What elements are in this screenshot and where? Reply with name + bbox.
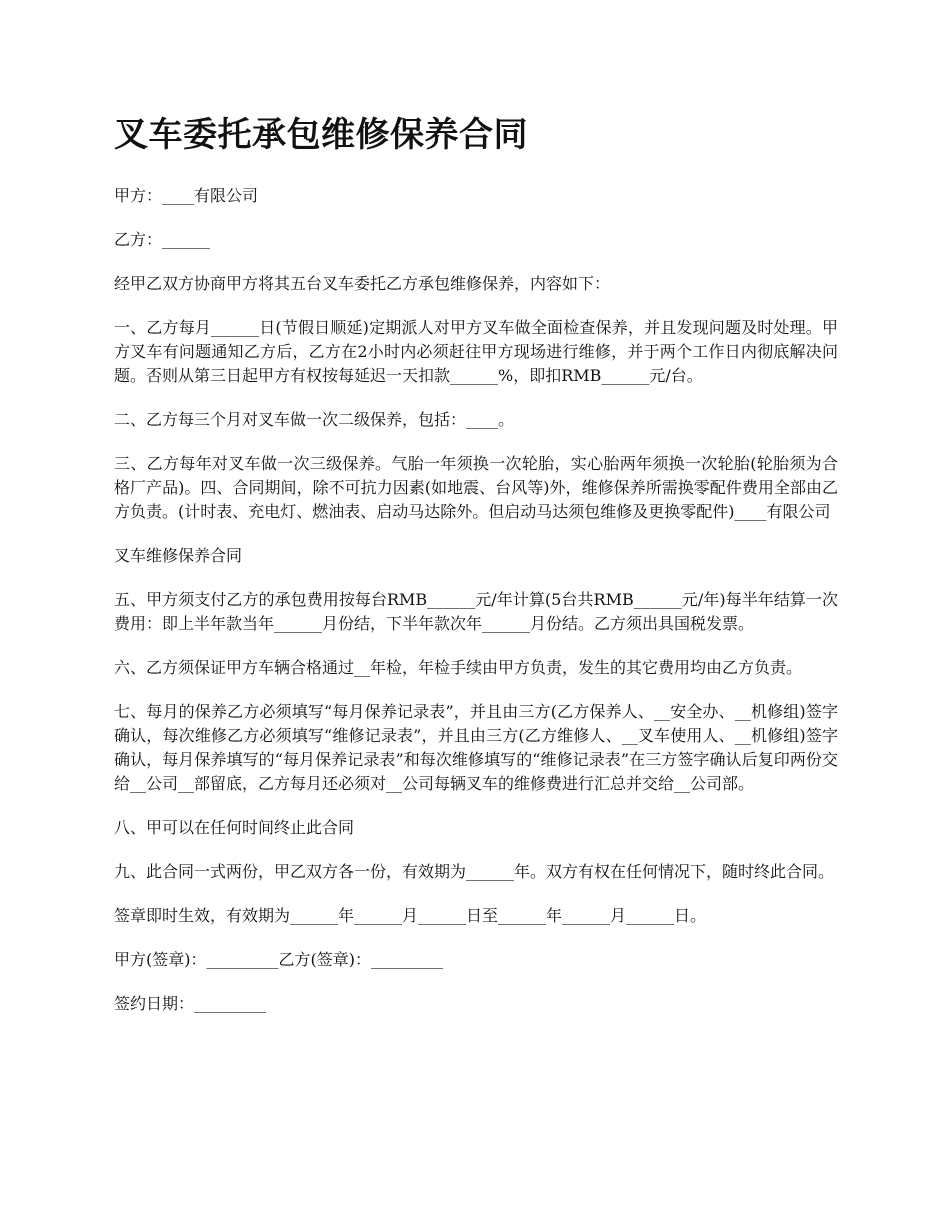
signature-line: 甲方(签章)：_________乙方(签章)：_________ xyxy=(114,950,443,969)
clause-1: 一、乙方每月______日(节假日顺延)定期派人对甲方叉车做全面检查保养，并且发现问题及时处理。甲方叉车有问题通知乙方后，乙方在2小时内必须赶往甲方现场进行维修，并于两个工作日内彻底解决问题。否则从第三日起甲方有权按每延迟一天扣款______%，即扣RMB______元/台。 xyxy=(114,318,838,385)
clause-8: 八、甲可以在任何时间终止此合同 xyxy=(114,818,355,837)
party-a-line: 甲方：____有限公司 xyxy=(114,186,259,205)
clause-3-4: 三、乙方每年对叉车做一次三级保养。气胎一年须换一次轮胎，实心胎两年须换一次轮胎(轮胎须为合格厂产品)。四、合同期间，除不可抗力因素(如地震、台风等)外，维修保养所需换零配件费用全部由乙方负责。(计时表、充电灯、燃油表、启动马达除外。但启动马达须包维修及更换零配件)____有限公司 xyxy=(114,454,838,521)
section-heading: 叉车维修保养合同 xyxy=(114,546,243,565)
party-b-line: 乙方：______ xyxy=(114,230,211,249)
validity-line: 签章即时生效，有效期为______年______月______日至______年______月______日。 xyxy=(114,906,707,925)
signing-date-line: 签约日期：_________ xyxy=(114,994,267,1013)
clause-5: 五、甲方须支付乙方的承包费用按每台RMB______元/年计算(5台共RMB______元/年)每半年结算一次费用：即上半年款当年______月份结，下半年款次年______月份结。乙方须出具国税发票。 xyxy=(114,590,838,633)
clause-7: 七、每月的保养乙方必须填写“每月保养记录表”，并且由三方(乙方保养人、__安全办、__机修组)签字确认，每次维修乙方必须填写“维修记录表”，并且由三方(乙方维修人、__叉车使用人、__机修组)签字确认，每月保养填写的“每月保养记录表”和每次维修填写的“维修记录表”在三方签字确认后复印两份交给__公司__部留底，乙方每月还必须对__公司每辆叉车的维修费进行汇总并交给__公司部。 xyxy=(114,702,838,793)
clause-9: 九、此合同一式两份，甲乙双方各一份，有效期为______年。双方有权在任何情况下，随时终此合同。 xyxy=(114,862,835,881)
document-title: 叉车委托承包维修保养合同 xyxy=(114,115,528,155)
intro-paragraph: 经甲乙双方协商甲方将其五台叉车委托乙方承包维修保养，内容如下： xyxy=(114,274,611,293)
clause-2: 二、乙方每三个月对叉车做一次二级保养，包括：____。 xyxy=(114,410,515,429)
clause-6: 六、乙方须保证甲方车辆合格通过__年检，年检手续由甲方负责，发生的其它费用均由乙方负责。 xyxy=(114,658,803,677)
